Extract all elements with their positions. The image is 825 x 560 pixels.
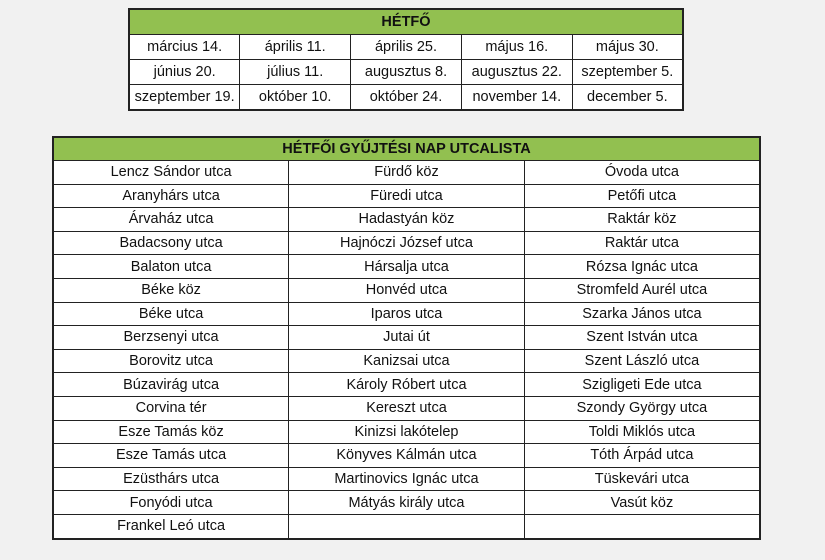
collection-date-cell: május 30. bbox=[572, 35, 683, 60]
collection-day-title: HÉTFŐ bbox=[129, 9, 683, 35]
collection-date-cell: szeptember 5. bbox=[572, 60, 683, 85]
table-row bbox=[53, 491, 760, 515]
street-name-cell: Fürdő köz bbox=[289, 161, 525, 185]
street-name-cell: Szondy György utca bbox=[524, 396, 760, 420]
collection-date-cell: október 24. bbox=[351, 85, 462, 111]
street-name-cell: Balaton utca bbox=[53, 255, 289, 279]
collection-date-cell: október 10. bbox=[240, 85, 351, 111]
table-row bbox=[53, 208, 760, 232]
street-name-cell: Óvoda utca bbox=[524, 161, 760, 185]
collection-date-cell: április 11. bbox=[240, 35, 351, 60]
street-list-table bbox=[52, 136, 761, 540]
street-name-cell: Füredi utca bbox=[289, 184, 525, 208]
street-name-cell: Martinovics Ignác utca bbox=[289, 467, 525, 491]
table-row bbox=[53, 349, 760, 373]
street-name-cell: Szent László utca bbox=[524, 349, 760, 373]
collection-dates-body bbox=[129, 35, 683, 111]
collection-date-cell: május 16. bbox=[461, 35, 572, 60]
collection-date-cell: november 14. bbox=[461, 85, 572, 111]
street-name-cell: Raktár utca bbox=[524, 231, 760, 255]
collection-date-cell: április 25. bbox=[351, 35, 462, 60]
street-name-cell: Toldi Miklós utca bbox=[524, 420, 760, 444]
street-name-cell: Esze Tamás utca bbox=[53, 444, 289, 468]
table-row bbox=[53, 161, 760, 185]
street-name-cell: Árvaház utca bbox=[53, 208, 289, 232]
collection-date-cell: augusztus 22. bbox=[461, 60, 572, 85]
street-name-cell: Aranyhárs utca bbox=[53, 184, 289, 208]
street-name-cell: Lencz Sándor utca bbox=[53, 161, 289, 185]
street-name-cell: Szigligeti Ede utca bbox=[524, 373, 760, 397]
street-name-cell: Hársalja utca bbox=[289, 255, 525, 279]
street-name-cell: Kanizsai utca bbox=[289, 349, 525, 373]
table-row bbox=[53, 420, 760, 444]
collection-date-cell: augusztus 8. bbox=[351, 60, 462, 85]
collection-date-cell: december 5. bbox=[572, 85, 683, 111]
table-row bbox=[53, 231, 760, 255]
table-row bbox=[53, 467, 760, 491]
street-name-cell: Iparos utca bbox=[289, 302, 525, 326]
street-name-cell: Berzsenyi utca bbox=[53, 326, 289, 350]
street-name-cell: Kereszt utca bbox=[289, 396, 525, 420]
table-row bbox=[53, 514, 760, 538]
collection-date-cell: július 11. bbox=[240, 60, 351, 85]
street-name-cell: Rózsa Ignác utca bbox=[524, 255, 760, 279]
street-name-cell: Honvéd utca bbox=[289, 278, 525, 302]
street-name-cell: Borovitz utca bbox=[53, 349, 289, 373]
table-row bbox=[53, 184, 760, 208]
street-name-cell: Petőfi utca bbox=[524, 184, 760, 208]
street-name-cell: Frankel Leó utca bbox=[53, 514, 289, 538]
collection-date-cell: június 20. bbox=[129, 60, 240, 85]
street-name-cell bbox=[524, 514, 760, 538]
street-list-title: HÉTFŐI GYŰJTÉSI NAP UTCALISTA bbox=[53, 137, 760, 161]
table-row bbox=[53, 278, 760, 302]
street-name-cell: Mátyás király utca bbox=[289, 491, 525, 515]
table-row bbox=[129, 60, 683, 85]
street-name-cell: Hadastyán köz bbox=[289, 208, 525, 232]
street-name-cell: Jutai út bbox=[289, 326, 525, 350]
table-row bbox=[53, 396, 760, 420]
street-name-cell: Hajnóczi József utca bbox=[289, 231, 525, 255]
street-name-cell: Corvina tér bbox=[53, 396, 289, 420]
street-name-cell: Raktár köz bbox=[524, 208, 760, 232]
street-name-cell: Könyves Kálmán utca bbox=[289, 444, 525, 468]
street-name-cell: Kinizsi lakótelep bbox=[289, 420, 525, 444]
table-row bbox=[53, 326, 760, 350]
street-name-cell: Esze Tamás köz bbox=[53, 420, 289, 444]
street-name-cell bbox=[289, 514, 525, 538]
table-row bbox=[53, 255, 760, 279]
collection-date-cell: szeptember 19. bbox=[129, 85, 240, 111]
street-name-cell: Búzavirág utca bbox=[53, 373, 289, 397]
street-name-cell: Károly Róbert utca bbox=[289, 373, 525, 397]
street-name-cell: Szarka János utca bbox=[524, 302, 760, 326]
collection-dates-table bbox=[128, 8, 684, 111]
street-name-cell: Ezüsthárs utca bbox=[53, 467, 289, 491]
street-list-body bbox=[53, 161, 760, 539]
table-row bbox=[129, 85, 683, 111]
street-name-cell: Tüskevári utca bbox=[524, 467, 760, 491]
street-name-cell: Badacsony utca bbox=[53, 231, 289, 255]
street-name-cell: Béke utca bbox=[53, 302, 289, 326]
street-name-cell: Tóth Árpád utca bbox=[524, 444, 760, 468]
street-name-cell: Vasút köz bbox=[524, 491, 760, 515]
street-name-cell: Béke köz bbox=[53, 278, 289, 302]
collection-date-cell: március 14. bbox=[129, 35, 240, 60]
table-row bbox=[53, 373, 760, 397]
street-name-cell: Szent István utca bbox=[524, 326, 760, 350]
street-name-cell: Fonyódi utca bbox=[53, 491, 289, 515]
table-row bbox=[53, 444, 760, 468]
street-name-cell: Stromfeld Aurél utca bbox=[524, 278, 760, 302]
table-row bbox=[129, 35, 683, 60]
table-row bbox=[53, 302, 760, 326]
